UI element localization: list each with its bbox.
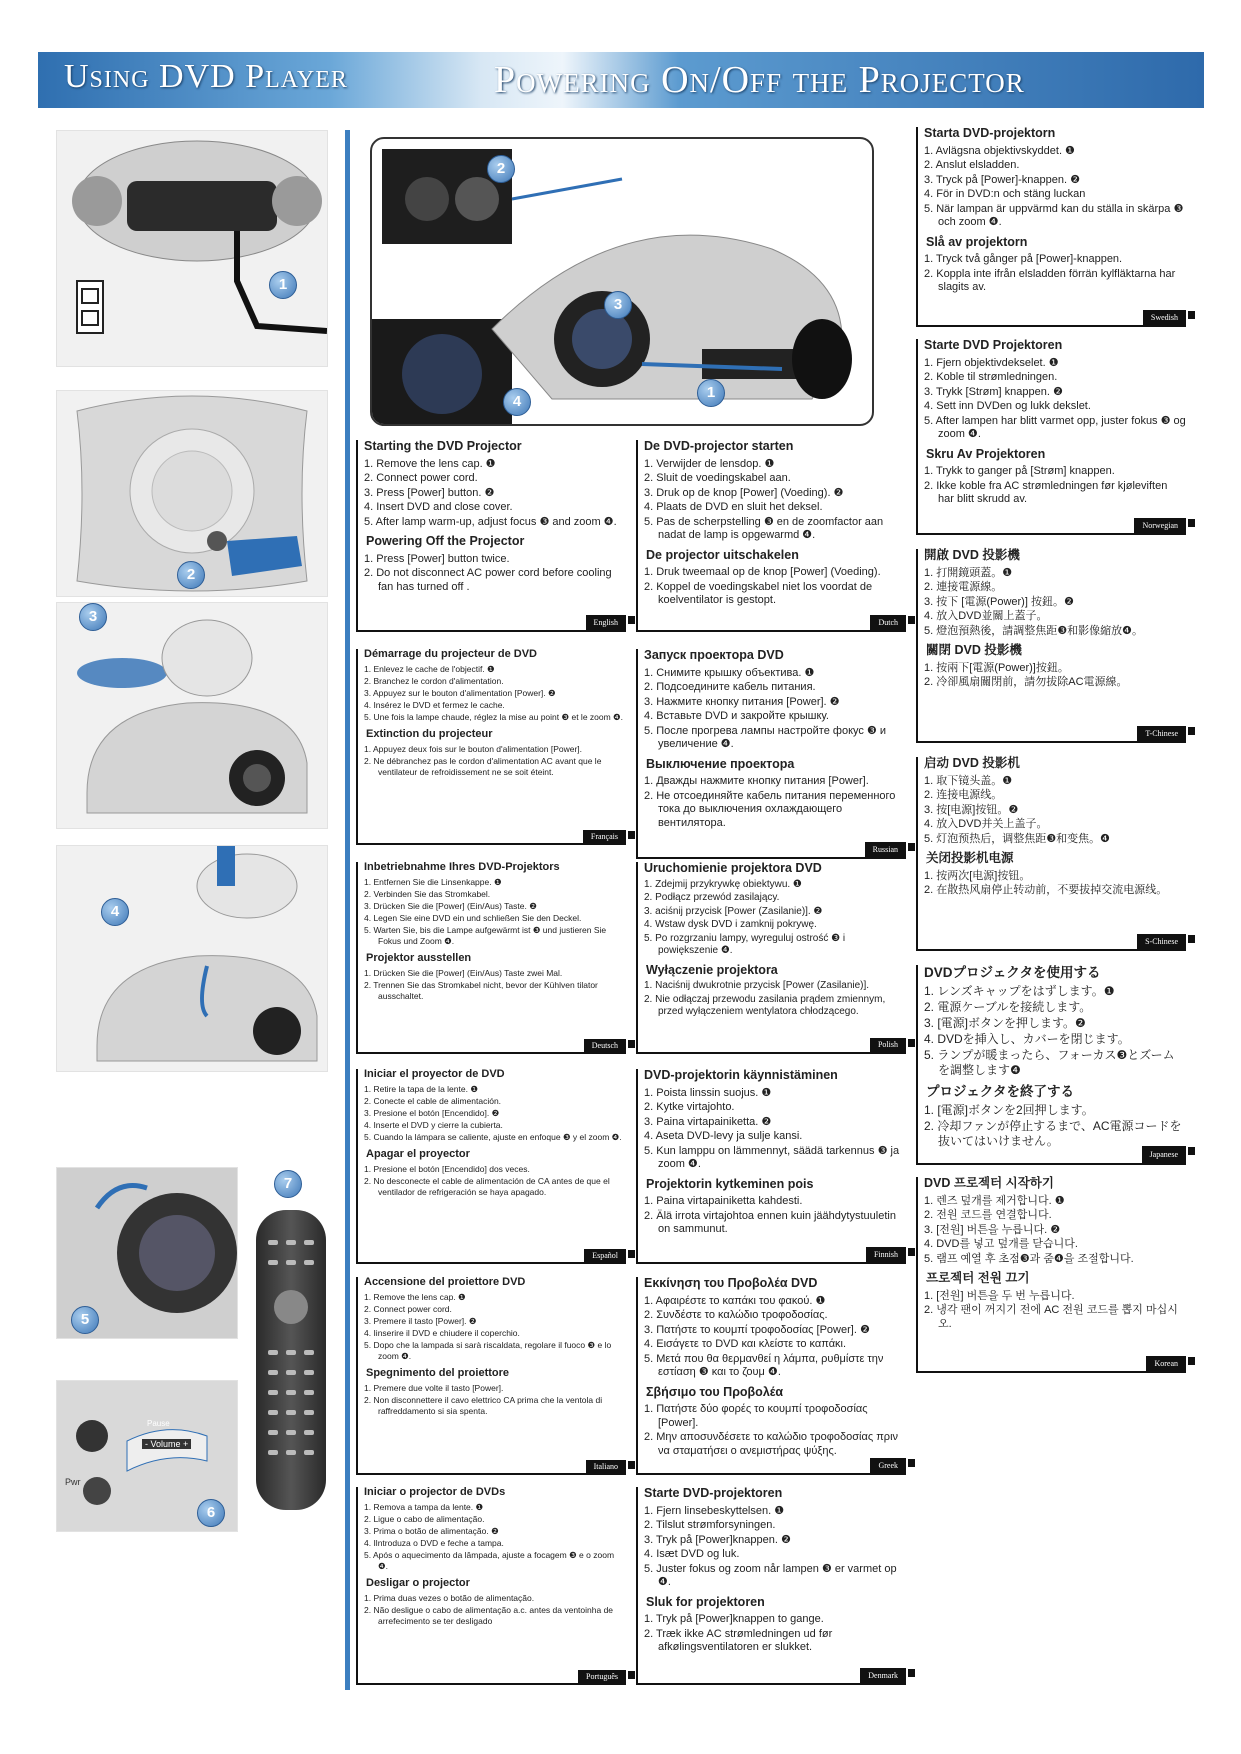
lang-section-schinese [916,757,1186,951]
step-item: 2. Kytke virtajohto. [644,1101,735,1113]
section-subheading: 关闭投影机电源 [926,851,1014,865]
section-heading: Inbetriebnahme Ihres DVD-Projektors [364,861,560,873]
step-item: 3. Appuyez sur le bouton d'alimentation [Power]. ❷ [364,688,556,698]
photo-power-cord [56,130,328,367]
step-item: 5. När lampan är uppvärmd kan du ställa in skärpa ❸ och zoom ❹. [924,202,1184,228]
step-item: 1. Дважды нажмите кнопку питания [Power]. [644,775,869,787]
step-item: 1. Verwijder de lensdop. ❶ [644,457,775,470]
language-tag: Swedish [1143,310,1186,326]
step-badge: 4 [503,388,531,416]
language-tag: Japanese [1142,1146,1186,1163]
step-badge: 1 [697,379,725,407]
section-heading: De DVD-projector starten [644,439,794,453]
step-badge: 6 [197,1499,225,1527]
step-item: 5. Cuando la lámpara se caliente, ajuste en enfoque ❸ y el zoom ❹. [364,1132,622,1142]
section-subheading: Skru Av Projektoren [926,446,1046,461]
photo-insert-dvd [56,602,328,829]
language-tag: S-Chinese [1137,934,1186,950]
step-item: 2. 냉각 팬이 꺼지기 전에 AC 전원 코드를 뽑지 마십시오. [924,1304,1178,1330]
step-item: 1. Снимите крышку объектива. ❶ [644,666,815,679]
lang-section-japanese [916,965,1186,1165]
section-subheading: Apagar el proyector [366,1148,470,1160]
step-item: 2. Ikke koble fra AC strømledningen før kjøleviften har blitt skrudd av. [924,479,1168,505]
step-item: 1. Avlägsna objektivskyddet. ❶ [924,144,1075,157]
step-item: 1. Drücken Sie die [Power] (Ein/Aus) Taste zwei Mal. [364,968,563,978]
lang-section-danish [636,1487,906,1685]
step-item: 1. Presione el botón [Encendido] dos veces. [364,1164,530,1174]
step-item: 2. Não desligue o cabo de alimentação a.c. antes da ventoinha de arrefecimento se ter desligado [364,1605,614,1626]
step-item: 1. Naciśnij dwukrotnie przycisk [Power (Zasilanie)]. [644,980,870,991]
language-tag: Português [578,1670,626,1683]
step-item: 4. Insert DVD and close cover. [364,501,513,513]
language-tag: Español [584,1249,626,1262]
section-subheading: プロジェクタを終了する [926,1084,1074,1099]
step-item: 4. 放入DVD並關上蓋子。 [924,610,1048,622]
photo-focus-zoom [56,1167,238,1339]
step-item: 3. Tryck på [Power]-knappen. ❷ [924,173,1080,186]
step-item: 5. After lampen har blitt varmet opp, juster fokus ❸ og zoom ❹. [924,414,1186,440]
step-item: 2. Συνδέστε το καλώδιο τροφοδοσίας. [644,1309,828,1321]
step-item: 1. Fjern objektivdekselet. ❶ [924,356,1059,369]
step-item: 1. Poista linssin suojus. ❶ [644,1086,772,1099]
lang-section-tchinese [916,549,1186,743]
step-item: 3. Нажмите кнопку питания [Power]. ❷ [644,695,840,708]
language-tag: Italiano [586,1460,626,1473]
step-item: 5. 燈泡預熱後，請調整焦距❸和影像縮放❹。 [924,624,1143,637]
step-item: 3. Prima o botão de alimentação. ❷ [364,1526,499,1536]
step-item: 5. Dopo che la lampada si sarà riscaldata, regolare il fuoco ❸ e lo zoom ❹. [364,1340,612,1361]
step-item: 1. 取下镜头盖。❶ [924,774,1013,787]
step-item: 1. Retire la tapa de la lente. ❶ [364,1084,478,1094]
lang-section-german [356,862,626,1054]
step-item: 1. 打開鏡頭蓋。❶ [924,566,1013,579]
step-item: 1. Entfernen Sie die Linsenkappe. ❶ [364,877,502,887]
step-item: 1. Paina virtapainiketta kahdesti. [644,1195,803,1207]
lang-section-swedish [916,127,1186,327]
step-item: 4. 放入DVD并关上盖子。 [924,818,1048,830]
step-item: 5. Po rozgrzaniu lampy, wyreguluj ostrość ❸ i powiększenie ❹. [644,932,846,956]
step-item: 5. Juster fokus og zoom når lampen ❸ er varmet op ❹. [644,1562,897,1588]
step-item: 2. Non disconnettere il cavo elettrico CA prima che la ventola di raffreddamento si sia spenta. [364,1395,603,1416]
step-item: 2. Подсоедините кабель питания. [644,681,816,693]
step-badge: 4 [101,898,129,926]
language-tag: Greek [870,1458,906,1474]
step-item: 2. Conecte el cable de alimentación. [364,1096,502,1106]
step-item: 2. Podłącz przewód zasilający. [644,892,780,903]
language-tag: Français [583,830,626,843]
section-heading: Uruchomienie projektora DVD [644,861,822,875]
step-item: 4. Inserte el DVD y cierre la cubierta. [364,1120,503,1130]
step-item: 2. Træk ikke AC strømledningen ud før afkølingsventilatoren er slukket. [644,1627,833,1653]
language-tag: Finnish [866,1247,906,1263]
photo-volume [56,1380,238,1532]
step-item: 3. Premere il tasto [Power]. ❷ [364,1316,477,1326]
step-item: 2. Connect power cord. [364,1304,452,1314]
step-badge: 1 [269,271,297,299]
step-item: 5. Pas de scherpstelling ❸ en de zoomfactor aan nadat de lamp is opgewarmd ❹. [644,515,884,541]
section-subheading: Wyłączenie projektora [646,962,778,977]
step-item: 3. 按下 [電源(Power)] 按鈕。❷ [924,595,1074,608]
step-item: 1. レンズキャップをはずします。❶ [924,984,1115,998]
step-item: 1. Remova a tampa da lente. ❶ [364,1502,484,1512]
step-item: 2. Tilslut strømforsyningen. [644,1519,776,1531]
section-heading: Запуск проектора DVD [644,648,784,662]
lang-section-finnish [636,1069,906,1264]
step-item: 1. Πατήστε δύο φορές το κουμπί τροφοδοσίας [Power]. [644,1403,868,1429]
step-badge: 5 [71,1306,99,1334]
step-item: 4. Isæt DVD og luk. [644,1548,740,1560]
projector-cover-illustration [57,846,327,1071]
section-heading: DVD 프로젝터 시작하기 [924,1176,1054,1190]
step-item: 2. 冷卻風扇關閉前，請勿拔除AC電源線。 [924,676,1128,688]
step-item: 4. Εισάγετε το DVD και κλείστε το καπάκι. [644,1338,847,1350]
step-item: 3. Tryk på [Power]knappen. ❷ [644,1533,791,1546]
step-item: 2. Koppel de voedingskabel niet los voordat de koelventilator is gestopt. [644,580,873,606]
step-item: 1. 按兩下[電源(Power)]按鈕。 [924,661,1069,674]
step-item: 5. Μετά που θα θερμανθεί η λάμπα, ρυθμίστε την εστίαση ❸ και το ζουμ ❹. [644,1352,884,1378]
section-subheading: De projector uitschakelen [646,547,799,562]
step-item: 2. Do not disconnect AC power cord before cooling fan has turned off . [364,567,612,593]
step-item: 3. Trykk [Strøm] knappen. ❷ [924,385,1063,398]
divider-bar [345,130,350,1690]
step-item: 2. 连接电源线。 [924,789,1003,801]
step-item: 1. Zdejmij przykrywkę obiektywu. ❶ [644,878,802,890]
step-item: 1. Fjern linsebeskyttelsen. ❶ [644,1504,785,1517]
step-item: 4. DVD를 넣고 덮개를 닫습니다. [924,1238,1078,1250]
lang-section-greek [636,1277,906,1475]
step-item: 1. 按两次[电源]按钮。 [924,869,1031,882]
step-item: 2. Branchez le cordon d'alimentation. [364,676,504,686]
step-item: 1. Appuyez deux fois sur le bouton d'alimentation [Power]. [364,744,583,754]
section-heading: DVD-projektorin käynnistäminen [644,1068,838,1082]
section-subheading: Sluk for projektoren [646,1594,765,1609]
language-tag: Denmark [860,1668,906,1684]
step-item: 1. Press [Power] button twice. [364,552,510,565]
step-item: 3. Drücken Sie die [Power] (Ein/Aus) Taste. ❷ [364,901,537,911]
pwr-label: Pwr [65,1477,81,1487]
language-tag: Korean [1146,1356,1186,1372]
section-subheading: 프로젝터 전원 끄기 [926,1271,1030,1285]
language-tag: T-Chinese [1137,726,1186,742]
step-item: 1. Αφαιρέστε το καπάκι του φακού. ❶ [644,1294,826,1307]
step-badge: 7 [274,1170,302,1198]
step-item: 2. Trennen Sie das Stromkabel nicht, bevor der Kühlven tilator ausschaltet. [364,980,598,1001]
lang-section-english [356,440,626,632]
step-item: 2. Ligue o cabo de alimentação. [364,1514,485,1524]
step-item: 3. aciśnij przycisk [Power (Zasilanie)]. ❷ [644,905,823,917]
section-subheading: Extinction du projecteur [366,728,493,740]
lang-section-portuguese [356,1487,626,1685]
step-item: 2. 在散热风扇停止转动前，不要拔掉交流电源线。 [924,884,1168,896]
language-tag: English [586,615,626,631]
step-item: 2. Älä irrota virtajohtoa ennen kuin jäähdytystuuletin on sammunut. [644,1209,896,1235]
step-item: 3. Druk op de knop [Power] (Voeding). ❷ [644,486,844,499]
projector-main-illustration [372,139,872,424]
projector-diagram [370,137,874,426]
step-item: 3. [전원] 버튼을 누릅니다. ❷ [924,1223,1061,1236]
lang-section-norwegian [916,339,1186,535]
step-item: 3. 按[电源]按钮。❷ [924,803,1019,816]
step-item: 2. Ne débranchez pas le cordon d'alimentation AC avant que le ventilateur de refroidissement ne se soit éteint. [364,756,602,777]
step-item: 4. DVDを挿入し、カバーを閉じます。 [924,1032,1130,1046]
step-item: 2. 電源ケーブルを接続します。 [924,1000,1092,1014]
step-item: 2. Μην αποσυνδέσετε το καλώδιο τροφοδοσίας πριν να σταματήσει ο ανεμιστήρας ψύξης. [644,1431,899,1457]
projector-dvd-illustration [57,603,327,828]
step-item: 4. Legen Sie eine DVD ein und schließen Sie den Deckel. [364,913,582,923]
step-item: 2. Anslut elsladden. [924,159,1020,171]
step-item: 2. 冷却ファンが停止するまで、AC電源コードを抜いてはいけません。 [924,1119,1182,1148]
step-item: 5. 램프 예열 후 초점❸과 줌❹을 조절합니다. [924,1252,1134,1265]
step-item: 2. Nie odłączaj przewodu zasilania prądem zmiennym, przed wyłączeniem wentylatora chłodzącego. [644,993,886,1017]
section-heading: Démarrage du projecteur de DVD [364,648,537,660]
step-badge: 3 [79,603,107,631]
step-item: 1. Remove the lens cap. ❶ [364,1292,466,1302]
section-subheading: Slå av projektorn [926,234,1028,249]
step-item: 2. No desconecte el cable de alimentación de CA antes de que el ventilador de refrigeración se haya apagado. [364,1176,610,1197]
section-subheading: Выключение проектора [646,756,795,771]
step-item: 3. [電源]ボタンを押します。❷ [924,1016,1086,1030]
section-heading: Iniciar el proyector de DVD [364,1068,505,1080]
page-header [38,52,1204,108]
lang-section-russian [636,649,906,859]
step-item: 1. Remove the lens cap. ❶ [364,457,496,470]
step-item: 4. Ilntroduza o DVD e feche a tampa. [364,1538,504,1548]
step-item: 1. Premere due volte il tasto [Power]. [364,1383,504,1393]
step-item: 2. Verbinden Sie das Stromkabel. [364,889,491,899]
language-tag: Dutch [870,615,906,631]
pause-label: Pause [147,1419,170,1428]
step-item: 5. Warten Sie, bis die Lampe aufgewärmt ist ❸ und justieren Sie Fokus und Zoom ❹. [364,925,607,946]
lang-section-spanish [356,1069,626,1264]
remote-control [256,1210,326,1510]
step-item: 5. ランプが暖まったら、フォーカス❸とズームを調整します❹ [924,1048,1175,1077]
step-item: 5. After lamp warm-up, adjust focus ❸ and zoom ❹. [364,515,617,528]
step-item: 1. Prima duas vezes o botão de alimentação. [364,1593,535,1603]
section-heading: Starta DVD-projektorn [924,126,1056,140]
lang-section-dutch [636,440,906,632]
section-heading: Starting the DVD Projector [364,439,522,453]
section-heading: Accensione del proiettore DVD [364,1276,526,1288]
section-heading: Starte DVD-projektoren [644,1486,783,1500]
step-item: 3. Paina virtapainiketta. ❷ [644,1115,772,1128]
step-item: 4. Insérez le DVD et fermez le cache. [364,700,505,710]
step-item: 1. Trykk to ganger på [Strøm] knappen. [924,465,1115,477]
section-heading: Iniciar o projector de DVDs [364,1486,506,1498]
step-item: 4. Plaats de DVD en sluit het deksel. [644,501,823,513]
lang-section-korean [916,1177,1186,1373]
lang-section-french [356,649,626,845]
photo-power-button [56,390,328,597]
step-badge: 3 [604,291,632,319]
step-badge: 2 [177,561,205,589]
step-item: 2. Sluit de voedingskabel aan. [644,472,791,484]
lang-section-italian [356,1277,626,1475]
step-item: 5. Kun lamppu on lämmennyt, säädä tarkennus ❸ ja zoom ❹. [644,1144,900,1170]
step-item: 4. Aseta DVD-levy ja sulje kansi. [644,1130,803,1142]
volume-label: - Volume + [142,1439,191,1449]
section-heading: 開啟 DVD 投影機 [924,548,1020,562]
projector-rear-illustration [57,131,327,366]
step-item: 4. För in DVD:n och stäng luckan [924,188,1086,200]
step-item: 1. Druk tweemaal op de knop [Power] (Voeding). [644,566,881,578]
language-tag: Deutsch [584,1039,626,1052]
step-item: 2. Connect power cord. [364,472,478,484]
step-item: 2. Koppla inte ifrån elsladden förrän kylfläktarna har slagits av. [924,267,1176,293]
section-heading: DVDプロジェクタを使用する [924,965,1101,980]
step-item: 1. [電源]ボタンを2回押します。 [924,1103,1094,1117]
step-item: 1. Tryk på [Power]knappen to gange. [644,1613,824,1625]
section-subheading: Projektorin kytkeminen pois [646,1176,814,1191]
step-item: 3. Presione el botón [Encendido]. ❷ [364,1108,500,1118]
language-tag: Norwegian [1134,518,1186,534]
step-item: 1. Enlevez le cache de l'objectif. ❶ [364,664,495,674]
step-item: 1. [전원] 버튼을 두 번 누릅니다. [924,1289,1075,1302]
page-title: Powering On/Off the Projector [494,59,1025,101]
language-tag: Russian [865,842,906,858]
step-item: 4. Вставьте DVD и закройте крышку. [644,710,829,722]
step-item: 2. Не отсоединяйте кабель питания переменного тока до выключения охлаждающего вентилятора. [644,789,896,829]
section-subheading: Σβήσιμο του Προβολέα [646,1384,784,1399]
section-title: Using DVD Player [64,58,348,95]
step-item: 4. Iinserire il DVD e chiudere il coperchio. [364,1328,520,1338]
step-item: 1. 렌즈 덮개를 제거합니다. ❶ [924,1194,1065,1207]
step-item: 2. 連接電源線。 [924,581,1003,593]
section-subheading: Spegnimento del proiettore [366,1367,510,1379]
lang-section-polish [636,862,906,1054]
step-item: 3. Πατήστε το κουμπί τροφοδοσίας [Power]. ❷ [644,1323,870,1336]
step-item: 3. Press [Power] button. ❷ [364,486,495,499]
section-subheading: Powering Off the Projector [366,534,525,548]
step-item: 4. Sett inn DVDen og lukk dekslet. [924,400,1091,412]
step-item: 2. Koble til strømledningen. [924,371,1058,383]
section-subheading: 關閉 DVD 投影機 [926,643,1022,657]
photo-close-cover [56,845,328,1072]
step-item: 5. 灯泡预热后，调整焦距❸和变焦。❹ [924,832,1110,845]
step-badge: 2 [487,155,515,183]
section-heading: 启动 DVD 投影机 [924,756,1020,770]
step-item: 5. После прогрева лампы настройте фокус ❸ и увеличение ❹. [644,724,886,750]
step-item: 5. Une fois la lampe chaude, réglez la mise au point ❸ et le zoom ❹. [364,712,624,722]
language-tag: Polish [870,1038,906,1053]
section-subheading: Projektor ausstellen [366,952,472,964]
step-item: 1. Tryck två gånger på [Power]-knappen. [924,253,1123,265]
section-heading: Εκκίνηση του Προβολέα DVD [644,1276,818,1290]
step-item: 5. Após o aquecimento da lâmpada, ajuste a focagem ❸ e o zoom ❹. [364,1550,615,1571]
step-item: 4. Wstaw dysk DVD i zamknij pokrywę. [644,919,817,930]
section-subheading: Desligar o projector [366,1577,470,1589]
section-heading: Starte DVD Projektoren [924,338,1063,352]
step-item: 2. 전원 코드를 연결합니다. [924,1209,1052,1221]
